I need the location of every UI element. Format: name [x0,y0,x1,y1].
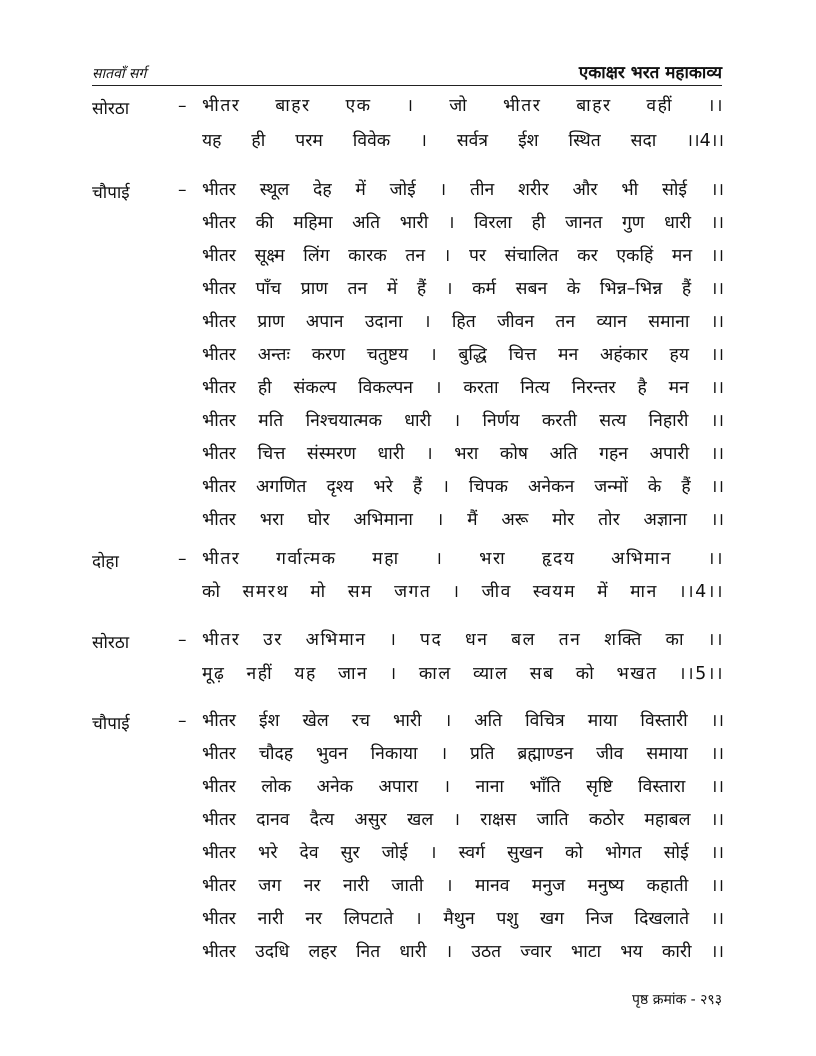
verse-line: भीतर बाहर एक । जो भीतर बाहर वहीं ।। [202,96,724,116]
stanza-dash: – [178,711,187,731]
verse-line: भीतर स्थूल देह में जोई । तीन शरीर और भी सोई ।। [202,180,724,200]
verse-line: भीतर अन्तः करण चतुष्टय । बुद्धि चित्त मन अहंकार हय ।। [202,345,724,365]
verse-line: भीतर दानव दैत्य असुर खल । राक्षस जाति कठोर महाबल ।। [202,810,724,830]
stanza-label: सोरठा [92,633,130,653]
verse-line: भीतर चौदह भुवन निकाया । प्रति ब्रह्माण्डन जीव समाया ।। [202,744,724,764]
verse-line: भीतर नारी नर लिपटाते । मैथुन पशु खग निज दिखलाते ।। [202,909,724,929]
header-right: एकाक्षर भरत महाकाव्य [578,63,722,83]
header-rule [92,85,722,86]
stanza-label: दोहा [92,552,119,572]
verse-line: भीतर भरे देव सुर जोई । स्वर्ग सुखन को भोगत सोई ।। [202,843,724,863]
verse-line: भीतर सूक्ष्म लिंग कारक तन । पर संचालित कर एकहिं मन ।। [202,246,724,266]
stanza-label: चौपाई [92,183,130,203]
verse-line: को समरथ मो सम जगत । जीव स्वयम में मान ।।4।। [202,582,724,602]
verse-line: भीतर उर अभिमान । पद धन बल तन शक्ति का ।। [202,630,724,650]
page-number: पृष्ठ क्रमांक - २९३ [632,992,722,1008]
verse-line: भीतर चित्त संस्मरण धारी । भरा कोष अति गहन अपारी ।। [202,444,724,464]
verse-line: मूढ़ नहीं यह जान । काल व्याल सब को भखत ।।5।। [202,664,724,684]
verse-line: भीतर मति निश्चयात्मक धारी । निर्णय करती सत्य निहारी ।। [202,411,724,431]
stanza-dash: – [178,180,187,200]
stanza-dash: – [178,549,187,569]
verse-line: भीतर अगणित दृश्य भरे हैं । चिपक अनेकन जन्मों के हैं ।। [202,477,724,497]
verse-line: भीतर पाँच प्राण तन में हैं । कर्म सबन के भिन्न–भिन्न हैं ।। [202,279,724,299]
stanza-label: चौपाई [92,714,130,734]
verse-line: भीतर ईश खेल रच भारी । अति विचित्र माया विस्तारी ।। [202,711,724,731]
verse-line: भीतर ही संकल्प विकल्पन । करता नित्य निरन्तर है मन ।। [202,378,724,398]
verse-line: भीतर गर्वात्मक महा । भरा हृदय अभिमान ।। [202,549,724,569]
stanza-label: सोरठा [92,99,130,119]
verse-line: भीतर जग नर नारी जाती । मानव मनुज मनुष्य कहाती ।। [202,876,724,896]
verse-line: भीतर की महिमा अति भारी । विरला ही जानत गुण धारी ।। [202,213,724,233]
stanza-dash: – [178,96,187,116]
stanza-dash: – [178,630,187,650]
verse-line: यह ही परम विवेक । सर्वत्र ईश स्थित सदा ।।4।। [202,131,724,151]
header-left: सातवाँ सर्ग [92,66,147,82]
verse-line: भीतर भरा घोर अभिमाना । मैं अरू मोर तोर अज्ञाना ।। [202,510,724,530]
verse-line: भीतर लोक अनेक अपारा । नाना भाँति सृष्टि विस्तारा ।। [202,777,724,797]
verse-line: भीतर प्राण अपान उदाना । हित जीवन तन व्यान समाना ।। [202,312,724,332]
verse-line: भीतर उदधि लहर नित धारी । उठत ज्वार भाटा भय कारी ।। [202,942,724,962]
